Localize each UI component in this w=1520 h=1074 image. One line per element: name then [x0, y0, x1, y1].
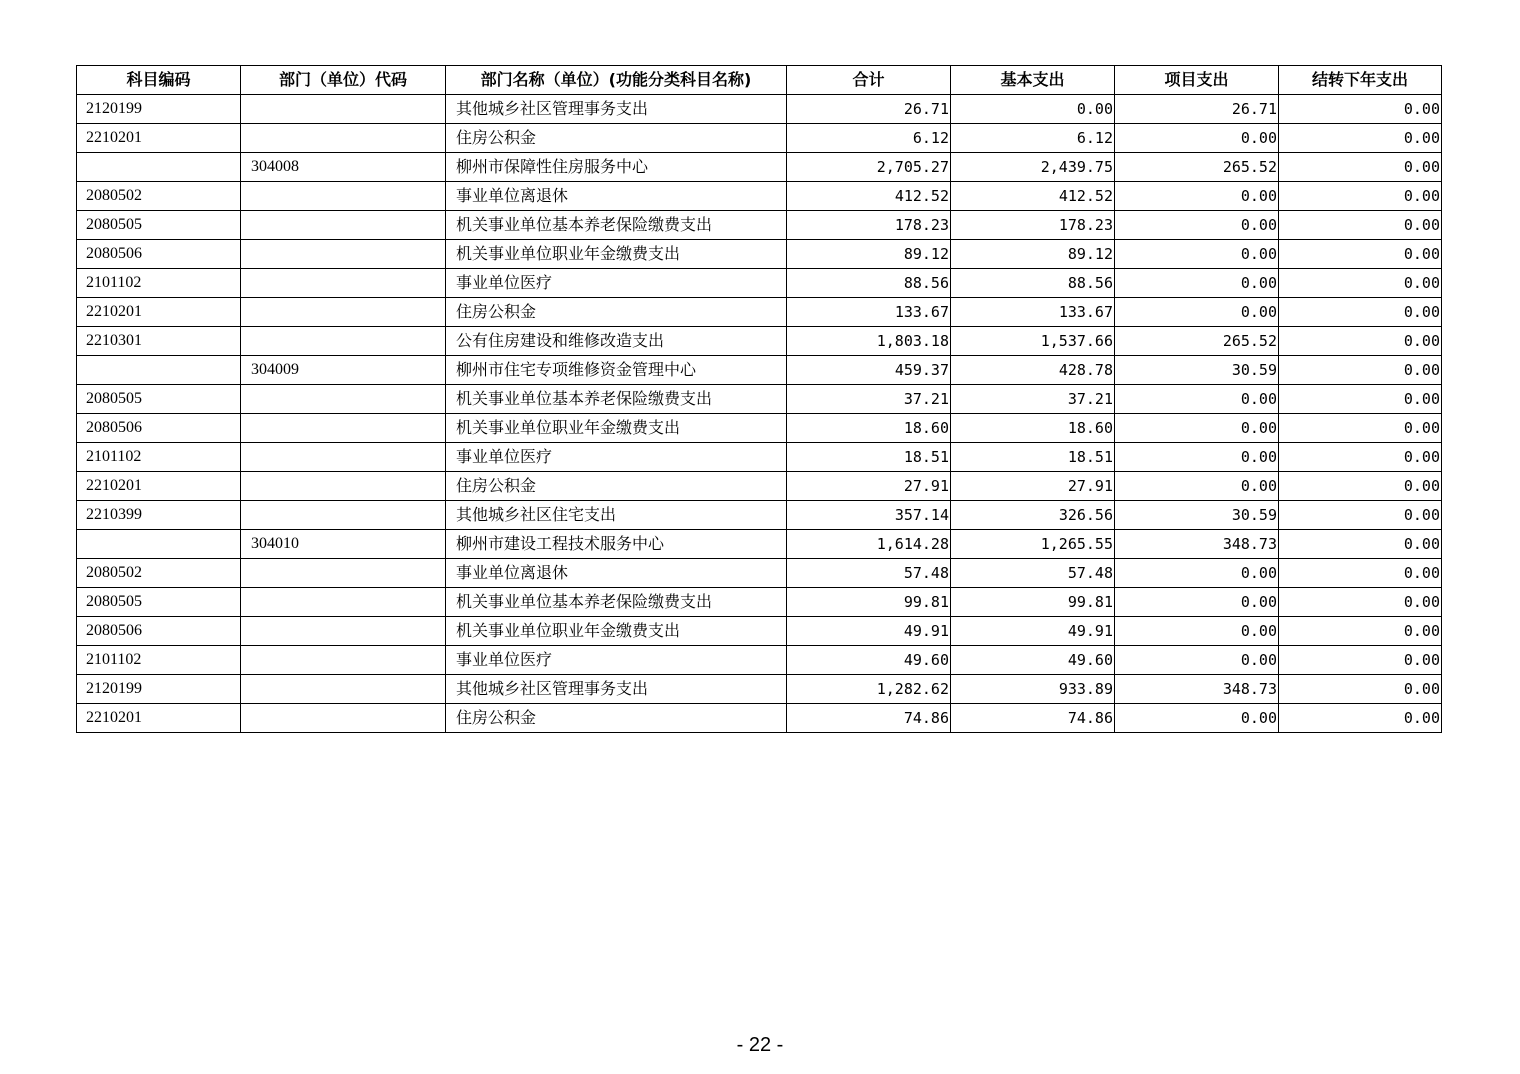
table-row	[77, 124, 1442, 153]
department-name-cell: 机关事业单位职业年金缴费支出	[446, 617, 787, 646]
total-cell: 88.56	[787, 269, 951, 298]
department-code-cell	[241, 327, 446, 356]
department-name-cell: 住房公积金	[446, 472, 787, 501]
carry-forward-cell: 0.00	[1279, 472, 1442, 501]
carry-forward-cell: 0.00	[1279, 95, 1442, 124]
department-code-cell	[241, 443, 446, 472]
department-name-cell: 住房公积金	[446, 124, 787, 153]
carry-forward-cell: 0.00	[1279, 327, 1442, 356]
project-expenditure-cell: 30.59	[1115, 501, 1279, 530]
basic-expenditure-cell: 6.12	[951, 124, 1115, 153]
project-expenditure-cell: 26.71	[1115, 95, 1279, 124]
project-expenditure-cell: 0.00	[1115, 298, 1279, 327]
carry-forward-cell: 0.00	[1279, 414, 1442, 443]
table-row	[77, 646, 1442, 675]
subject-code-cell: 2080505	[77, 588, 241, 617]
department-name-cell: 事业单位医疗	[446, 646, 787, 675]
carry-forward-cell: 0.00	[1279, 211, 1442, 240]
total-cell: 49.60	[787, 646, 951, 675]
subject-code-cell: 2210201	[77, 124, 241, 153]
table-row	[77, 95, 1442, 124]
basic-expenditure-cell: 133.67	[951, 298, 1115, 327]
carry-forward-cell: 0.00	[1279, 646, 1442, 675]
department-name-cell: 其他城乡社区管理事务支出	[446, 95, 787, 124]
department-name-cell: 住房公积金	[446, 704, 787, 733]
table-row	[77, 530, 1442, 559]
project-expenditure-cell: 0.00	[1115, 704, 1279, 733]
project-expenditure-cell: 0.00	[1115, 414, 1279, 443]
carry-forward-cell: 0.00	[1279, 675, 1442, 704]
carry-forward-cell: 0.00	[1279, 588, 1442, 617]
department-code-cell	[241, 472, 446, 501]
carry-forward-cell: 0.00	[1279, 182, 1442, 211]
department-code-cell	[241, 617, 446, 646]
department-name-cell: 事业单位医疗	[446, 269, 787, 298]
department-code-cell	[241, 385, 446, 414]
basic-expenditure-cell: 74.86	[951, 704, 1115, 733]
subject-code-cell: 2080502	[77, 559, 241, 588]
project-expenditure-cell: 0.00	[1115, 269, 1279, 298]
carry-forward-cell: 0.00	[1279, 124, 1442, 153]
department-code-cell	[241, 269, 446, 298]
carry-forward-cell: 0.00	[1279, 559, 1442, 588]
subject-code-cell: 2080505	[77, 385, 241, 414]
basic-expenditure-cell: 49.91	[951, 617, 1115, 646]
department-code-cell: 304008	[241, 153, 446, 182]
header-total: 合计	[787, 66, 951, 95]
total-cell: 357.14	[787, 501, 951, 530]
basic-expenditure-cell: 178.23	[951, 211, 1115, 240]
department-code-cell	[241, 124, 446, 153]
department-name-cell: 机关事业单位基本养老保险缴费支出	[446, 588, 787, 617]
carry-forward-cell: 0.00	[1279, 501, 1442, 530]
table-row	[77, 153, 1442, 182]
table-row	[77, 269, 1442, 298]
total-cell: 74.86	[787, 704, 951, 733]
carry-forward-cell: 0.00	[1279, 704, 1442, 733]
project-expenditure-cell: 30.59	[1115, 356, 1279, 385]
basic-expenditure-cell: 89.12	[951, 240, 1115, 269]
total-cell: 459.37	[787, 356, 951, 385]
subject-code-cell: 2101102	[77, 443, 241, 472]
department-name-cell: 事业单位医疗	[446, 443, 787, 472]
project-expenditure-cell: 0.00	[1115, 443, 1279, 472]
department-code-cell	[241, 501, 446, 530]
table-row	[77, 385, 1442, 414]
table-row	[77, 588, 1442, 617]
basic-expenditure-cell: 18.60	[951, 414, 1115, 443]
department-name-cell: 其他城乡社区管理事务支出	[446, 675, 787, 704]
table-row	[77, 704, 1442, 733]
department-code-cell	[241, 240, 446, 269]
total-cell: 27.91	[787, 472, 951, 501]
basic-expenditure-cell: 27.91	[951, 472, 1115, 501]
basic-expenditure-cell: 326.56	[951, 501, 1115, 530]
project-expenditure-cell: 0.00	[1115, 124, 1279, 153]
department-code-cell	[241, 414, 446, 443]
header-basic-expenditure: 基本支出	[951, 66, 1115, 95]
table-row	[77, 472, 1442, 501]
table-row	[77, 501, 1442, 530]
carry-forward-cell: 0.00	[1279, 443, 1442, 472]
carry-forward-cell: 0.00	[1279, 356, 1442, 385]
project-expenditure-cell: 0.00	[1115, 588, 1279, 617]
subject-code-cell: 2080502	[77, 182, 241, 211]
department-code-cell: 304009	[241, 356, 446, 385]
total-cell: 1,282.62	[787, 675, 951, 704]
project-expenditure-cell: 0.00	[1115, 559, 1279, 588]
basic-expenditure-cell: 2,439.75	[951, 153, 1115, 182]
subject-code-cell: 2210201	[77, 298, 241, 327]
basic-expenditure-cell: 412.52	[951, 182, 1115, 211]
carry-forward-cell: 0.00	[1279, 617, 1442, 646]
project-expenditure-cell: 0.00	[1115, 472, 1279, 501]
total-cell: 26.71	[787, 95, 951, 124]
department-code-cell	[241, 559, 446, 588]
basic-expenditure-cell: 49.60	[951, 646, 1115, 675]
department-name-cell: 柳州市建设工程技术服务中心	[446, 530, 787, 559]
total-cell: 18.60	[787, 414, 951, 443]
subject-code-cell: 2080506	[77, 414, 241, 443]
basic-expenditure-cell: 428.78	[951, 356, 1115, 385]
project-expenditure-cell: 0.00	[1115, 617, 1279, 646]
page-number: - 22 -	[736, 1034, 784, 1056]
department-code-cell	[241, 588, 446, 617]
subject-code-cell: 2210201	[77, 472, 241, 501]
total-cell: 89.12	[787, 240, 951, 269]
total-cell: 2,705.27	[787, 153, 951, 182]
basic-expenditure-cell: 99.81	[951, 588, 1115, 617]
subject-code-cell: 2101102	[77, 269, 241, 298]
table-row	[77, 443, 1442, 472]
subject-code-cell: 2120199	[77, 675, 241, 704]
header-department-code: 部门（单位）代码	[241, 66, 446, 95]
basic-expenditure-cell: 1,265.55	[951, 530, 1115, 559]
project-expenditure-cell: 265.52	[1115, 153, 1279, 182]
basic-expenditure-cell: 0.00	[951, 95, 1115, 124]
basic-expenditure-cell: 37.21	[951, 385, 1115, 414]
header-department-name: 部门名称（单位）(功能分类科目名称)	[446, 66, 787, 95]
department-name-cell: 机关事业单位职业年金缴费支出	[446, 414, 787, 443]
total-cell: 37.21	[787, 385, 951, 414]
header-subject-code: 科目编码	[77, 66, 241, 95]
budget-expenditure-table	[76, 65, 1442, 733]
department-name-cell: 其他城乡社区住宅支出	[446, 501, 787, 530]
table-row	[77, 675, 1442, 704]
table-row	[77, 182, 1442, 211]
table-row	[77, 298, 1442, 327]
carry-forward-cell: 0.00	[1279, 240, 1442, 269]
table-row	[77, 211, 1442, 240]
department-code-cell: 304010	[241, 530, 446, 559]
project-expenditure-cell: 0.00	[1115, 646, 1279, 675]
carry-forward-cell: 0.00	[1279, 269, 1442, 298]
subject-code-cell: 2210399	[77, 501, 241, 530]
department-name-cell: 柳州市保障性住房服务中心	[446, 153, 787, 182]
subject-code-cell: 2080506	[77, 240, 241, 269]
table-row	[77, 617, 1442, 646]
subject-code-cell	[77, 356, 241, 385]
total-cell: 18.51	[787, 443, 951, 472]
total-cell: 412.52	[787, 182, 951, 211]
department-code-cell	[241, 182, 446, 211]
budget-table-container	[76, 65, 1441, 733]
department-code-cell	[241, 646, 446, 675]
subject-code-cell: 2080505	[77, 211, 241, 240]
project-expenditure-cell: 265.52	[1115, 327, 1279, 356]
header-carry-forward: 结转下年支出	[1279, 66, 1442, 95]
table-header-row	[77, 66, 1442, 95]
total-cell: 178.23	[787, 211, 951, 240]
subject-code-cell	[77, 153, 241, 182]
total-cell: 49.91	[787, 617, 951, 646]
department-code-cell	[241, 95, 446, 124]
department-name-cell: 事业单位离退休	[446, 182, 787, 211]
department-name-cell: 公有住房建设和维修改造支出	[446, 327, 787, 356]
header-project-expenditure: 项目支出	[1115, 66, 1279, 95]
table-row	[77, 559, 1442, 588]
basic-expenditure-cell: 18.51	[951, 443, 1115, 472]
department-code-cell	[241, 211, 446, 240]
table-row	[77, 414, 1442, 443]
subject-code-cell: 2120199	[77, 95, 241, 124]
carry-forward-cell: 0.00	[1279, 385, 1442, 414]
total-cell: 57.48	[787, 559, 951, 588]
department-name-cell: 事业单位离退休	[446, 559, 787, 588]
carry-forward-cell: 0.00	[1279, 153, 1442, 182]
total-cell: 1,803.18	[787, 327, 951, 356]
department-name-cell: 机关事业单位职业年金缴费支出	[446, 240, 787, 269]
department-name-cell: 机关事业单位基本养老保险缴费支出	[446, 211, 787, 240]
table-row	[77, 356, 1442, 385]
project-expenditure-cell: 348.73	[1115, 675, 1279, 704]
department-code-cell	[241, 704, 446, 733]
subject-code-cell: 2080506	[77, 617, 241, 646]
project-expenditure-cell: 0.00	[1115, 182, 1279, 211]
subject-code-cell: 2210301	[77, 327, 241, 356]
basic-expenditure-cell: 933.89	[951, 675, 1115, 704]
subject-code-cell: 2101102	[77, 646, 241, 675]
subject-code-cell: 2210201	[77, 704, 241, 733]
basic-expenditure-cell: 57.48	[951, 559, 1115, 588]
table-row	[77, 327, 1442, 356]
basic-expenditure-cell: 1,537.66	[951, 327, 1115, 356]
basic-expenditure-cell: 88.56	[951, 269, 1115, 298]
project-expenditure-cell: 0.00	[1115, 211, 1279, 240]
department-code-cell	[241, 298, 446, 327]
project-expenditure-cell: 348.73	[1115, 530, 1279, 559]
department-name-cell: 机关事业单位基本养老保险缴费支出	[446, 385, 787, 414]
carry-forward-cell: 0.00	[1279, 530, 1442, 559]
total-cell: 6.12	[787, 124, 951, 153]
carry-forward-cell: 0.00	[1279, 298, 1442, 327]
total-cell: 99.81	[787, 588, 951, 617]
total-cell: 133.67	[787, 298, 951, 327]
table-body	[77, 95, 1442, 733]
department-name-cell: 柳州市住宅专项维修资金管理中心	[446, 356, 787, 385]
department-code-cell	[241, 675, 446, 704]
total-cell: 1,614.28	[787, 530, 951, 559]
subject-code-cell	[77, 530, 241, 559]
project-expenditure-cell: 0.00	[1115, 240, 1279, 269]
project-expenditure-cell: 0.00	[1115, 385, 1279, 414]
table-row	[77, 240, 1442, 269]
department-name-cell: 住房公积金	[446, 298, 787, 327]
